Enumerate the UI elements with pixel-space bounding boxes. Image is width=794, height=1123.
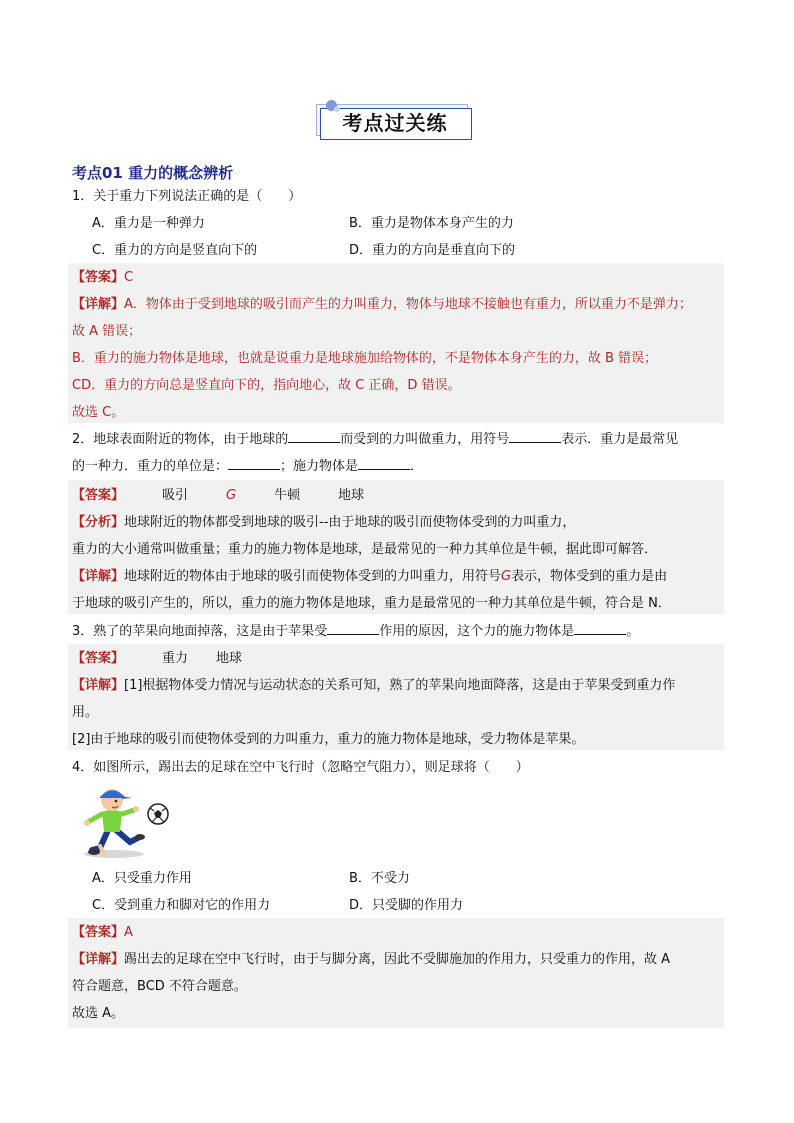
- q2-blank-4: [358, 457, 410, 470]
- q2-stem-line2: [72, 455, 423, 474]
- q2-analysis-line2: 重力的大小通常叫做重量；重力的施力物体是地球，是最常见的一种力其单位是牛顿，据此即可解答．: [72, 542, 658, 557]
- q2-stem-part6: ．: [410, 459, 424, 474]
- q2-detail-tag: 【详解】: [72, 569, 125, 584]
- q3-blank-2: [574, 622, 626, 635]
- q2-blank-1: [288, 430, 340, 443]
- q3-detail-text1: [1]根据物体受力情况与运动状态的关系可知，熟了的苹果向地面降落，这是由于苹果受到重力作: [124, 678, 676, 693]
- q3-detail-tag: 【详解】: [72, 678, 125, 693]
- q3-answer-1: 重力: [162, 651, 189, 666]
- q4-detail-tag: 【详解】: [72, 952, 125, 967]
- q2-answer-1: 吸引: [162, 488, 189, 503]
- q2-stem-part3: 表示．重力是最常见: [561, 432, 679, 447]
- q1-detail-line4: CD．重力的方向总是竖直向下的，指向地心，故 C 正确，D 错误。: [72, 378, 461, 393]
- q1-option-d: D．重力的方向是垂直向下的: [349, 243, 516, 258]
- q4-answer: [72, 921, 133, 940]
- q2-blank-3: [228, 457, 280, 470]
- q3-stem-part2: 作用的原因，这个力的施力物体是: [379, 624, 575, 639]
- q1-answer-tag: 【答案】: [72, 270, 125, 285]
- q2-detail-text1a: 地球附近的物体由于地球的吸引而使物体受到的力叫重力，用符号: [124, 569, 502, 584]
- q3-stem: [72, 620, 639, 639]
- q4-detail-line1: [72, 948, 670, 967]
- q2-detail-symbol: G: [501, 569, 512, 584]
- q4-option-d: D．只受脚的作用力: [349, 898, 464, 913]
- q1-detail-tag: 【详解】: [72, 297, 125, 312]
- q2-detail-text1c: 表示，物体受到的重力是由: [511, 569, 668, 584]
- q3-blank-1: [327, 622, 379, 635]
- q1-detail-line1: [72, 293, 692, 312]
- section-banner: [316, 104, 474, 140]
- q3-answer: [72, 647, 242, 666]
- q2-stem-part5: ；施力物体是: [280, 459, 359, 474]
- q1-detail-text1: A．物体由于受到地球的吸引而产生的力叫重力，物体与地球不接触也有重力，所以重力不是弹力；: [124, 297, 692, 312]
- q1-option-b: B．重力是物体本身产生的力: [349, 216, 514, 231]
- q4-answer-box: [68, 918, 724, 1028]
- q4-detail-text1: 踢出去的足球在空中飞行时，由于与脚分离，因此不受脚施加的作用力，只受重力的作用，故 A: [124, 952, 671, 967]
- q3-detail-line2: 用。: [72, 705, 99, 720]
- q3-detail-line3: [2]由于地球的吸引而使物体受到的力叫重力，重力的施力物体是地球，受力物体是苹果。: [72, 732, 585, 747]
- q1-detail-line2: 故 A 错误；: [72, 324, 142, 339]
- q4-detail-line2: 符合题意，BCD 不符合题意。: [72, 979, 247, 994]
- q1-stem: 1．关于重力下列说法正确的是（ ）: [72, 189, 302, 204]
- q1-detail-line3: B．重力的施力物体是地球，也就是说重力是地球施加给物体的，不是物体本身产生的力，故 B 错误；: [72, 351, 658, 366]
- q2-detail-line1: [72, 565, 667, 584]
- banner-title: 考点过关练: [342, 111, 448, 135]
- q2-answer-3: 牛顿: [274, 488, 301, 503]
- q2-analysis-line1: [72, 511, 575, 530]
- q2-answer: [72, 484, 364, 503]
- q1-option-c: C．重力的方向是竖直向下的: [92, 243, 258, 258]
- q2-stem-line1: [72, 428, 678, 447]
- q2-answer-4: 地球: [338, 488, 365, 503]
- q4-stem: 4．如图所示，踢出去的足球在空中飞行时（忽略空气阻力），则足球将（ ）: [72, 760, 529, 775]
- q1-answer-box: [68, 263, 724, 423]
- q4-option-b: B．不受力: [349, 871, 410, 886]
- q4-option-a: A．只受重力作用: [92, 871, 192, 886]
- q2-analysis-text1: 地球附近的物体都受到地球的吸引--由于地球的吸引而使物体受到的力叫重力，: [124, 515, 576, 530]
- q2-detail-line2: 于地球的吸引产生的，所以，重力的施力物体是地球，重力是最常见的一种力其单位是牛顿，符合是 N．: [72, 596, 671, 611]
- q4-answer-tag: 【答案】: [72, 925, 125, 940]
- q2-stem-part4: 的一种力．重力的单位是：: [72, 459, 229, 474]
- q2-stem-part2: 而受到的力叫做重力，用符号: [340, 432, 510, 447]
- q3-answer-tag: 【答案】: [72, 651, 125, 666]
- q1-answer-value: C: [124, 270, 134, 285]
- q3-detail-line1: [72, 674, 675, 693]
- q2-analysis-tag: 【分析】: [72, 515, 125, 530]
- q4-detail-line3: 故选 A。: [72, 1006, 125, 1021]
- q2-answer-2: G: [226, 488, 237, 503]
- section-title: 考点01 重力的概念辨析: [72, 164, 234, 182]
- q3-answer-2: 地球: [216, 651, 243, 666]
- q1-detail-line5: 故选 C。: [72, 405, 125, 420]
- q2-stem-part1: 2．地球表面附近的物体，由于地球的: [72, 432, 289, 447]
- q2-answer-tag: 【答案】: [72, 488, 125, 503]
- q4-option-c: C．受到重力和脚对它的作用力: [92, 898, 271, 913]
- soccer-kid-illustration: [78, 782, 172, 860]
- q3-stem-part3: 。: [626, 624, 640, 639]
- q3-stem-part1: 3．熟了的苹果向地面掉落，这是由于苹果受: [72, 624, 328, 639]
- q1-option-a: A．重力是一种弹力: [92, 216, 205, 231]
- q2-blank-2: [509, 430, 561, 443]
- q4-answer-value: A: [124, 925, 133, 940]
- q1-answer: [72, 266, 133, 285]
